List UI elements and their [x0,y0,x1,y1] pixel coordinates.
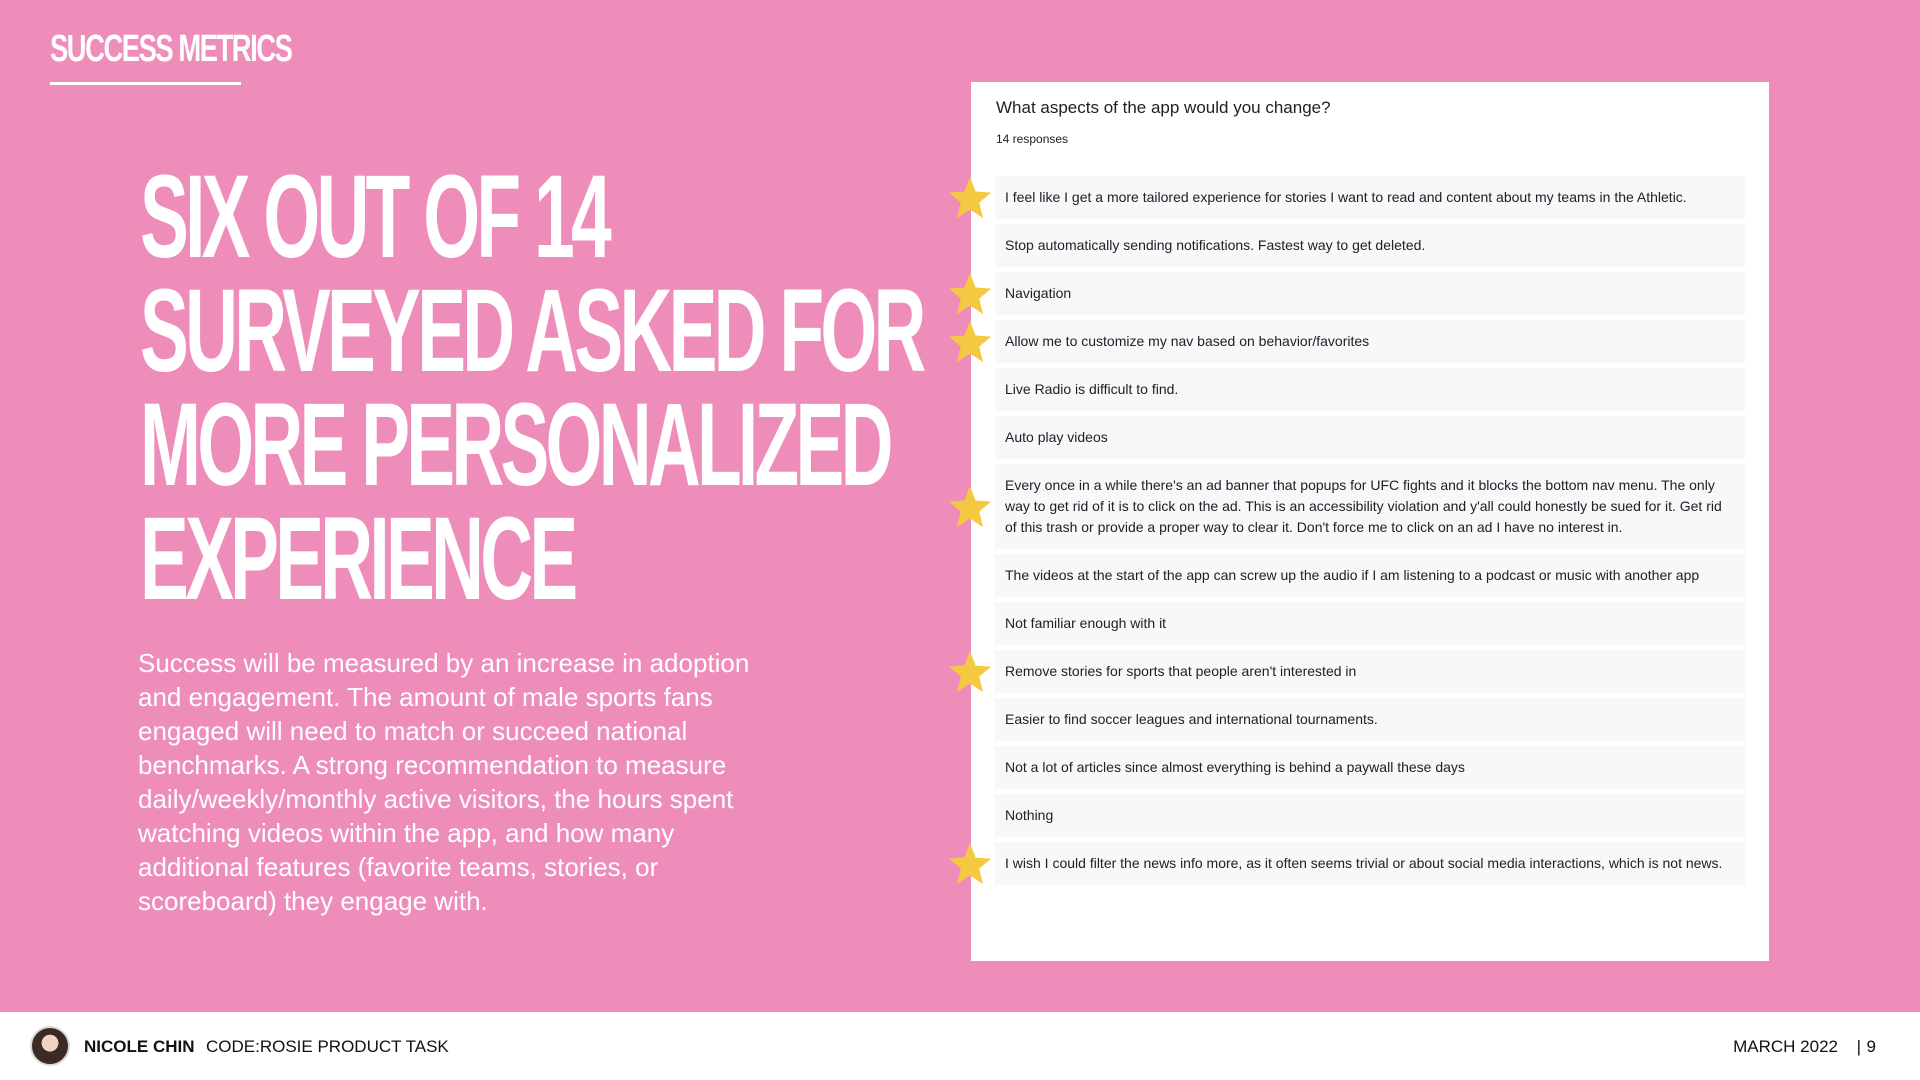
body-paragraph: Success will be measured by an increase in adoption and engagement. The amount of male sports fans engaged will need to match or succeed national benchmarks. A strong recommendation to measure daily/weekly/monthly active visitors, the hours spent watching videos within the app, and how many additional features (favorite teams, stories, or scoreboard) they engage with. [138,648,750,916]
survey-response-item: Not a lot of articles since almost everything is behind a paywall these days [995,746,1745,789]
footer-separator: | [1856,1037,1861,1056]
survey-response-item: Auto play videos [995,416,1745,459]
footer-author-name: NICOLE CHIN [84,1037,195,1056]
avatar [30,1026,70,1066]
headline-line: SIX OUT OF 14 [140,151,608,283]
survey-response-item: Navigation [995,272,1745,315]
survey-response-item: Remove stories for sports that people aren't interested in [995,650,1745,693]
headline-line: MORE PERSONALIZED [140,379,890,511]
footer [0,1012,1920,1080]
survey-card [971,82,1769,961]
survey-response-item: Every once in a while there's an ad banner that popups for UFC fights and it blocks the bottom nav menu. The only way to get rid of it is to click on the ad. This is an accessibility violation and y'all could honestly be sued for it. Get rid of this trash or provide a proper way to clear it. Don't force me to click on an ad I have no interest in. [995,464,1745,549]
star-icon [947,649,993,695]
star-icon [947,484,993,530]
star-icon [947,841,993,887]
survey-response-item: The videos at the start of the app can screw up the audio if I am listening to a podcast or music with another app [995,554,1745,597]
headline-line: EXPERIENCE [140,493,575,625]
star-icon [947,175,993,221]
star-icon [947,319,993,365]
footer-task-title: CODE:ROSIE PRODUCT TASK [206,1037,449,1056]
survey-response-item: Allow me to customize my nav based on behavior/favorites [995,320,1745,363]
headline-line: SURVEYED ASKED FOR [140,265,923,397]
survey-response-item: Stop automatically sending notifications. Fastest way to get deleted. [995,224,1745,267]
survey-response-item: I feel like I get a more tailored experience for stories I want to read and content about my teams in the Athletic. [995,176,1745,219]
survey-response-list [995,176,1745,885]
star-icon [947,271,993,317]
section-title: SUCCESS METRICS [50,28,292,70]
section-underline [50,82,241,85]
headline [140,151,923,625]
survey-response-item: Live Radio is difficult to find. [995,368,1745,411]
survey-response-item: Nothing [995,794,1745,837]
survey-response-count: 14 responses [996,132,1069,146]
survey-response-item: Not familiar enough with it [995,602,1745,645]
footer-date: MARCH 2022 [1733,1037,1838,1056]
footer-page-number: 9 [1866,1037,1876,1056]
survey-question: What aspects of the app would you change? [996,98,1331,117]
survey-response-item: Easier to find soccer leagues and international tournaments. [995,698,1745,741]
survey-response-item: I wish I could filter the news info more, as it often seems trivial or about social media interactions, which is not news. [995,842,1745,885]
